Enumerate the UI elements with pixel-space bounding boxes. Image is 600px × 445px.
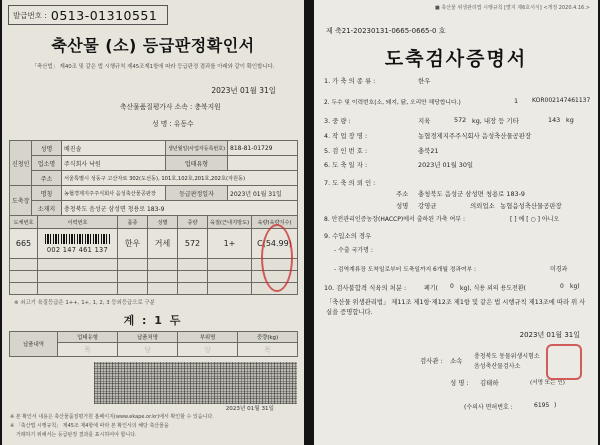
inspector-name: 김태하: [480, 379, 499, 387]
carcass-label: 지육: [418, 117, 431, 125]
discard-label: 폐기(: [424, 285, 438, 292]
empty-cell: [178, 259, 208, 271]
empty-cell: [118, 259, 148, 271]
column-header: 육질(근내지방도): [208, 216, 252, 229]
empty-grade-row: [10, 271, 298, 283]
seal-number-label: 5. 검 인 번 호 :: [324, 147, 368, 155]
license-number: 6195: [534, 402, 550, 409]
delivery-label: 납품내역: [10, 332, 58, 357]
convert-kg: 0: [560, 283, 564, 290]
weight: 572: [178, 229, 208, 259]
issue-number: 0513-01310551: [50, 7, 158, 23]
requester-label: 7. 도 축 의 뢰 인 :: [324, 179, 376, 187]
offal-unit: kg: [566, 116, 574, 124]
applicant-group-label: 신청인: [10, 141, 32, 186]
table-header-row: [10, 332, 298, 343]
empty-cell: [178, 271, 208, 283]
requester-address: 충청북도 음성군 삼성면 청용로 183-9: [418, 190, 525, 198]
delivery-cell: 목: [58, 343, 118, 357]
grading-date-label: 등급판정일자: [166, 186, 228, 201]
import-label: 9. 수입소의 경우: [324, 232, 372, 240]
trace-number: 002 147 461 137: [46, 245, 109, 254]
head-count-total: 계 : 1 두: [123, 314, 183, 327]
security-pattern: [94, 362, 297, 404]
requester-address-label: 주소: [396, 190, 409, 198]
quarantine-elapsed-label: - 검역계류장 도착일로부터 도축일까지 6개월 경과여부 :: [334, 267, 476, 273]
empty-cell: [148, 271, 178, 283]
empty-cell: [208, 271, 252, 283]
inspector-affiliation-line: 음성축산물검사소: [474, 363, 521, 370]
requester-name: 강영균: [418, 202, 437, 210]
applicant-info-table: [9, 140, 298, 216]
certification-statement: 「축산물 위생관리법」 제11조 제1항·제12조 제1항 및 같은 법 시행규칙 제13조에 따라 위 사실을 증명합니다.: [326, 299, 586, 316]
location-label: 소재지: [32, 201, 62, 216]
slaughterhouse-group-label: 도축장: [10, 186, 32, 216]
inspector-affiliation-label: 소속: [450, 357, 463, 365]
business-type: [228, 156, 298, 171]
slaughter-date-label: 6. 도 축 일 자 :: [324, 161, 368, 169]
requester-shop-label: 의뢰업소: [470, 202, 495, 210]
quarantine-elapsed-value: 미경과: [550, 266, 568, 273]
haccp-value: [ ] 예 [ ○ ] 아니오: [510, 216, 560, 223]
license-label: (수의사 면허번호 :: [464, 404, 513, 411]
column-header: 중량: [178, 216, 208, 229]
inspector-seal-stamp: [546, 344, 582, 380]
workplace-label: 4. 작 업 장 명 :: [324, 132, 368, 140]
table-row: [10, 186, 298, 201]
grade-note: ※ 쇠고기 육질등급은 1++, 1+, 1, 2, 3 등외등급으로 구분: [14, 300, 155, 306]
requester-shop: 농협음성축산물공판장: [500, 202, 562, 210]
empty-cell: [118, 271, 148, 283]
footer-date: 2023년 01월 31일: [225, 406, 274, 412]
sex: 거세: [148, 229, 178, 259]
business-number: 818-81-01729: [228, 141, 298, 156]
empty-cell: [38, 259, 118, 271]
column-header: 품종: [118, 216, 148, 229]
grader-name: [152, 118, 194, 128]
table-row: [10, 229, 298, 259]
offal-weight: 143: [548, 116, 561, 124]
sign-note: (서명 또는 인): [530, 380, 565, 386]
column-header: 업태유형: [58, 332, 118, 343]
footer-note: 거래하기 위해서는 등급판정 결과를 표시하여야 합니다.: [16, 432, 137, 438]
count-label: 2. 두수 및 이력번호(소, 돼지, 닭, 오리만 해당합니다.): [324, 100, 461, 106]
carcass-weight: 572: [454, 116, 467, 124]
trace-number: KOR002147461137: [532, 97, 591, 104]
weight-unit-text: kg, 내장 등 기타: [472, 117, 519, 125]
empty-cell: [208, 259, 252, 271]
empty-grade-row: [10, 259, 298, 271]
empty-cell: [178, 283, 208, 295]
business-name-label: 업소명: [32, 156, 62, 171]
empty-cell: [10, 271, 38, 283]
workplace-value: 농협경제지주주식회사 음성축산물공판장: [418, 132, 532, 140]
grader-name-value: 유동수: [173, 120, 194, 128]
yield-grade: C(54.99): [252, 229, 298, 259]
business-type-label: 업태유형: [166, 156, 228, 171]
issue-number-label: 발급번호 :: [13, 10, 47, 20]
empty-cell: [38, 271, 118, 283]
footer-note: ※ 「축산법 시행규칙」 제45조 제4항에 따라 본 확인서의 해당 축산물을: [10, 423, 169, 429]
weight-label: 3. 중 량 :: [324, 117, 351, 125]
grader-affiliation: [120, 101, 221, 111]
slaughter-inspection-certificate: [314, 0, 598, 445]
disposal-label: 10. 검사불합격 식육의 처분 :: [324, 284, 407, 292]
discard-kg: 0: [450, 283, 454, 290]
convert-unit: kg): [570, 283, 580, 290]
form-header: ■ 축산물 위생관리법 시행규칙 [별지 제6호서식] <개정 2020.4.16.>: [435, 5, 590, 11]
certificate-date: 2023년 01월 31일: [519, 331, 580, 339]
grading-date-value: 2023년 01월 31일: [228, 186, 298, 201]
applicant-address: 서울특별시 성동구 고산자로 302(도선동), 101호,102호,201호,202호(자원동): [62, 171, 298, 186]
inspector-affiliation-line: 충청북도 동물위생시험소: [474, 353, 540, 360]
grader-name-label: 성 명 :: [152, 120, 172, 128]
head-count: 1: [514, 97, 519, 105]
column-header: 이력번호: [38, 216, 118, 229]
empty-cell: [10, 283, 38, 295]
empty-cell: [148, 283, 178, 295]
carcass-number: 665: [10, 229, 38, 259]
table-header-row: [10, 216, 298, 229]
table-row: [10, 171, 298, 186]
grading-seal-stamp: [261, 224, 293, 292]
delivery-cell: 앙: [178, 343, 238, 357]
species-value: 한우: [418, 77, 431, 85]
license-end: ): [554, 402, 557, 409]
column-header: 부위명: [178, 332, 238, 343]
empty-cell: [208, 283, 252, 295]
grader-affiliation-label: 축산물품질평가사 소속 :: [120, 103, 193, 111]
inspector-name-label: 성 명 :: [450, 379, 469, 387]
quality-grade: 1+: [208, 229, 252, 259]
grading-certificate-title: 축산물 (소) 등급판정확인서: [51, 36, 255, 55]
grade-result-table: [9, 215, 298, 295]
delivery-cell: 당: [118, 343, 178, 357]
column-header: 납품처명: [118, 332, 178, 343]
grading-date: 2023년 01월 31일: [211, 86, 276, 95]
footer-note: ※ 본 확인서 내용은 축산물품질평가원 홈페이지(www.ekape.or.kr)에서 확인할 수 있습니다.: [10, 414, 214, 420]
requester-name-label: 성명: [396, 202, 409, 210]
column-header: 도체번호: [10, 216, 38, 229]
inspector-label: 검사관 :: [420, 357, 443, 365]
trace-cell: [38, 229, 118, 259]
empty-cell: [118, 283, 148, 295]
inspection-certificate-title: 도축검사증명서: [384, 48, 528, 70]
species-label: 1. 가 축 의 종 류 :: [324, 77, 376, 85]
issue-number-box: [8, 5, 168, 25]
breed: 한우: [118, 229, 148, 259]
slaughterhouse-location: 충청북도 음성군 삼성면 청용로 183-9: [62, 201, 298, 216]
haccp-label: 8. 안전관리인증농장(HACCP)에서 출하된 가축 여부 :: [324, 216, 466, 223]
applicant-name-label: 성명: [32, 141, 62, 156]
grading-certificate: [2, 0, 304, 445]
export-country-label: - 수출 국가명 :: [334, 247, 373, 254]
delivery-cell: 목: [238, 343, 298, 357]
business-name: 주식회사 낙원: [62, 156, 166, 171]
table-row: [10, 141, 298, 156]
slaughterhouse-name-label: 명칭: [32, 186, 62, 201]
empty-cell: [10, 259, 38, 271]
slaughter-date-value: 2023년 01월 30일: [418, 161, 474, 169]
certificate-number: 제 축21-20230131-0665-0665-0 호: [326, 27, 446, 35]
address-label: 주소: [32, 171, 62, 186]
column-header: 성별: [148, 216, 178, 229]
grader-affiliation-value: 충북지원: [194, 103, 221, 111]
table-row: [10, 201, 298, 216]
slaughterhouse-name: 농협경제지주주식회사 음성축산물공판장: [62, 186, 166, 201]
birth-label: 생년월일(사업자등록번호): [166, 141, 228, 156]
grading-intro: 「축산법」 제40조 및 같은 법 시행규칙 제45조제1항에 따라 등급판정 결과를 아래와 같이 확인합니다.: [31, 64, 275, 70]
applicant-name: 배진솔: [62, 141, 166, 156]
column-header: 중량(kg): [238, 332, 298, 343]
column-header: 육량(육량지수): [252, 216, 298, 229]
seal-number-value: 충북21: [418, 147, 439, 155]
empty-cell: [38, 283, 118, 295]
barcode: [45, 234, 111, 244]
convert-label: kg), 식용 외의 용도전환(: [460, 285, 526, 292]
empty-grade-row: [10, 283, 298, 295]
delivery-table: [9, 331, 298, 357]
table-row: [10, 156, 298, 171]
empty-cell: [148, 259, 178, 271]
